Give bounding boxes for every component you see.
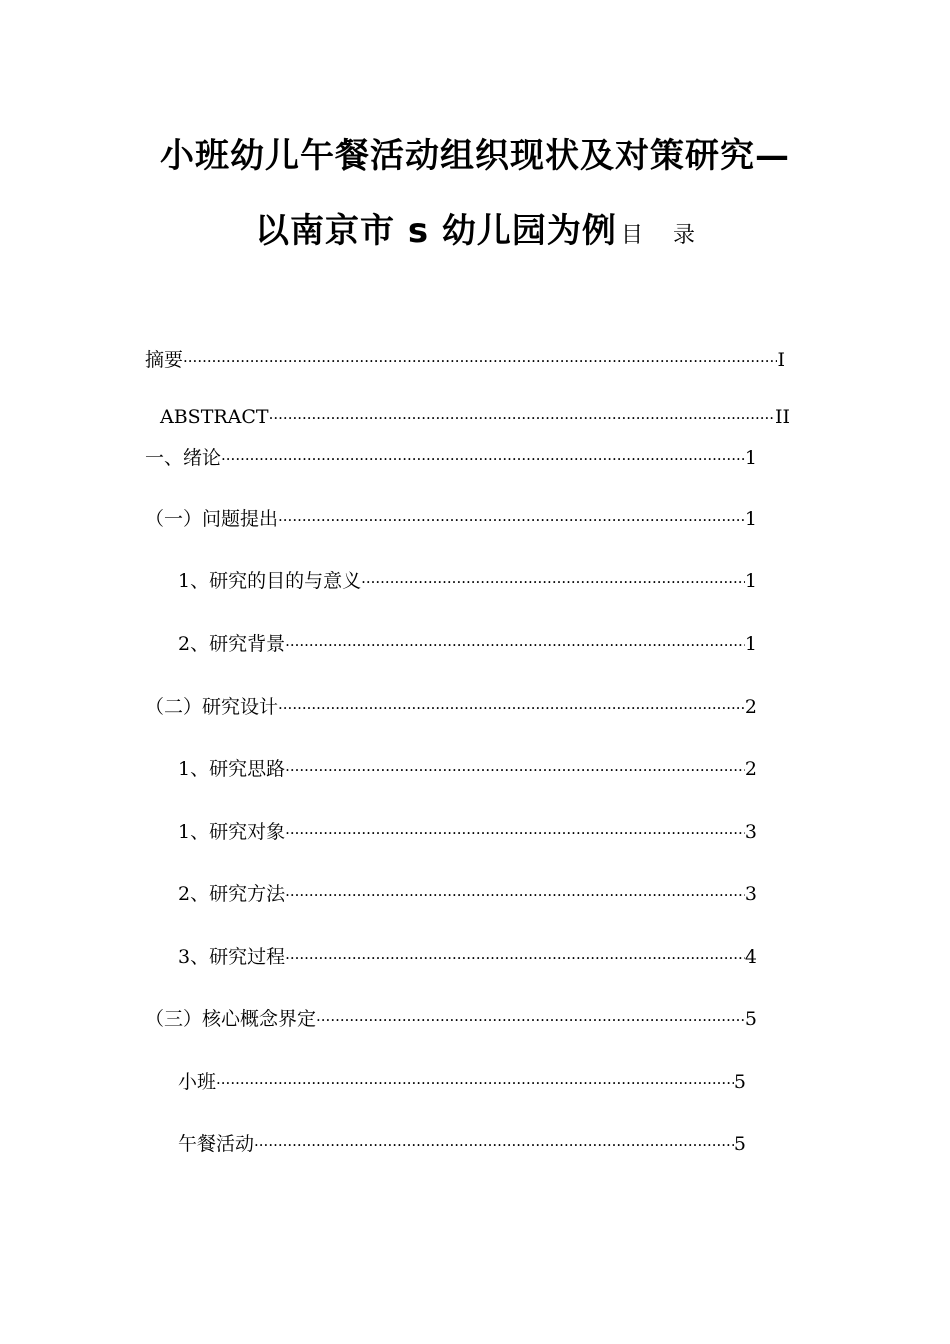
toc-dot-leader: [221, 444, 745, 474]
toc-dot-leader: [278, 505, 745, 535]
toc-entry-label: 1、研究对象: [178, 821, 286, 843]
toc-dot-leader: [216, 1068, 734, 1098]
toc-entry-label: （三）核心概念界定: [145, 1008, 317, 1030]
toc-entry-label: 一、绪论: [145, 447, 222, 469]
toc-entry-label: 1、研究的目的与意义: [178, 570, 362, 592]
toc-dot-leader: [183, 346, 777, 376]
toc-entry-subsection-2-1[interactable]: [178, 754, 757, 784]
toc-dot-leader: [285, 880, 745, 910]
toc-entry-label: 1、研究思路: [178, 758, 286, 780]
toc-dot-leader: [285, 943, 745, 973]
toc-dot-leader: [285, 630, 745, 660]
toc-entry-section-3[interactable]: [145, 1004, 757, 1034]
toc-entry-page: 5: [733, 1071, 746, 1093]
toc-entry-subsection-1-1[interactable]: [178, 566, 757, 596]
toc-entry-label: （二）研究设计: [145, 696, 279, 718]
toc-entry-page: 5: [733, 1133, 746, 1155]
toc-entry-section-1[interactable]: [145, 504, 757, 534]
toc-entry-label: 小班: [178, 1071, 217, 1093]
toc-entry-label: （一）问题提出: [145, 508, 279, 530]
toc-heading: [621, 223, 695, 248]
toc-entry-page: 3: [744, 821, 757, 843]
toc-dot-leader: [316, 1005, 745, 1035]
toc-entry-section-2[interactable]: [145, 692, 757, 722]
toc-heading-part-1: 目: [620, 223, 643, 248]
toc-entry-page: 2: [744, 696, 757, 718]
toc-dot-leader: [278, 693, 745, 723]
toc-entry-page: 4: [744, 946, 757, 968]
toc-entry-page: 5: [744, 1008, 757, 1030]
toc-entry-subsection-3-2[interactable]: [178, 1129, 746, 1159]
toc-dot-leader: [285, 755, 745, 785]
document-title-line-2: [0, 203, 950, 252]
toc-entry-abstract-cn[interactable]: [145, 345, 785, 375]
toc-entry-page: 1: [744, 508, 757, 530]
toc-heading-part-2: 录: [672, 223, 695, 248]
toc-entry-subsection-1-2[interactable]: [178, 629, 757, 659]
toc-entry-label: 2、研究方法: [178, 883, 286, 905]
toc-dot-leader: [361, 567, 745, 597]
toc-entry-page: 1: [744, 633, 757, 655]
toc-entry-page: 1: [744, 447, 757, 469]
toc-entry-label: 3、研究过程: [178, 946, 286, 968]
toc-entry-subsection-2-3[interactable]: [178, 879, 757, 909]
toc-entry-subsection-2-4[interactable]: [178, 942, 757, 972]
toc-entry-label: 摘要: [145, 349, 184, 371]
toc-dot-leader: [285, 818, 745, 848]
toc-entry-page: Ⅰ: [777, 349, 785, 371]
toc-dot-leader: [269, 403, 775, 433]
toc-entry-page: 3: [744, 883, 757, 905]
toc-entry-page: II: [774, 406, 790, 428]
toc-dot-leader: [254, 1130, 734, 1160]
document-title-line-1: [0, 128, 950, 177]
toc-entry-label: 午餐活动: [178, 1133, 255, 1155]
toc-entry-label: ABSTRACT: [160, 406, 269, 428]
title-text-2: 以南京市 s 幼儿园为例: [255, 211, 617, 251]
toc-entry-subsection-2-2[interactable]: [178, 817, 757, 847]
toc-entry-chapter-1[interactable]: [145, 443, 757, 473]
toc-entry-subsection-3-1[interactable]: [178, 1067, 746, 1097]
title-text-1: 小班幼儿午餐活动组织现状及对策研究—: [160, 136, 790, 176]
toc-entry-label: 2、研究背景: [178, 633, 286, 655]
toc-entry-abstract-en[interactable]: [160, 402, 790, 432]
toc-entry-page: 2: [744, 758, 757, 780]
toc-entry-page: 1: [744, 570, 757, 592]
